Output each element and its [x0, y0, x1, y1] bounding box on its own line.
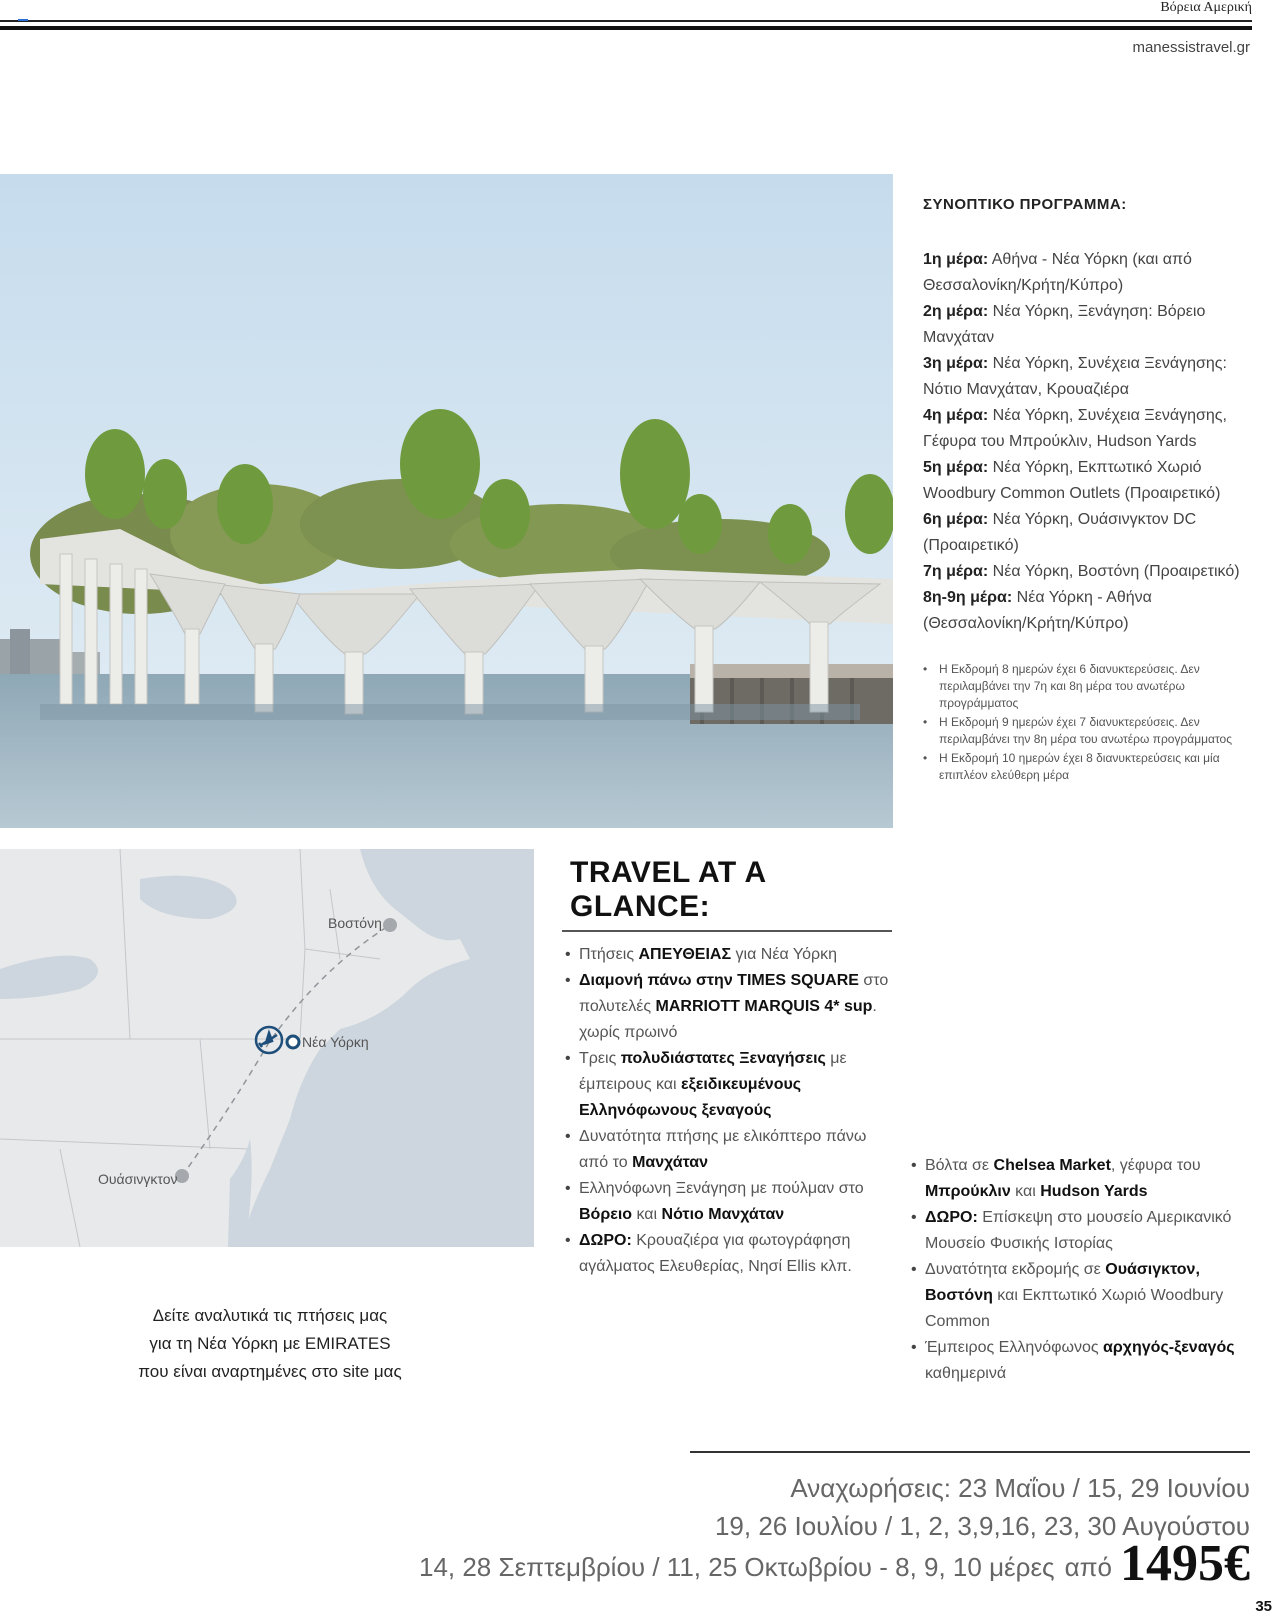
map-label-newyork: Νέα Υόρκη: [302, 1034, 369, 1050]
glance-item-highlight: Hudson Yards: [1040, 1183, 1148, 1200]
program-day-label: 1η μέρα:: [923, 251, 989, 268]
program-day-label: 2η μέρα:: [923, 303, 989, 320]
program-title: ΣΥΝΟΠΤΙΚΟ ΠΡΟΓΡΑΜΜΑ:: [923, 196, 1127, 213]
program-day-text: Νέα Υόρκη - Αθήνα (Θεσσαλονίκη/Κρήτη/Κύπρο): [923, 589, 1152, 632]
site-url[interactable]: manessistravel.gr: [1132, 39, 1250, 56]
departures-line-3-text: 14, 28 Σεπτεμβρίου / 11, 25 Οκτωβρίου - 8, 9, 10 μέρες: [418, 1552, 1055, 1582]
departures-line-2: 19, 26 Ιουλίου / 1, 2, 3,9,16, 23, 30 Αυγούστου: [714, 1511, 1250, 1541]
travel-at-a-glance: [562, 856, 892, 1280]
section-title: Βόρεια Αμερική: [1160, 0, 1252, 15]
glance-item-highlight: αρχηγός-ξεναγός: [1103, 1339, 1235, 1356]
program-day: [923, 299, 1243, 351]
travel-at-a-glance-continued: [908, 1143, 1238, 1387]
glance-item-text: Τρεις: [579, 1050, 621, 1067]
glance-item-text: Δυνατότητα πτήσης με ελικόπτερο πάνω από το: [579, 1128, 867, 1171]
program-day-text: Νέα Υόρκη, Συνέχεια Ξενάγησης: Νότιο Μανχάταν, Κρουαζιέρα: [923, 355, 1227, 398]
glance-item: [908, 1205, 1238, 1257]
emirates-note: [100, 1302, 440, 1386]
program-day-label: 8η-9η μέρα:: [923, 589, 1013, 606]
program-day-text: Νέα Υόρκη, Συνέχεια Ξενάγησης, Γέφυρα του Μπρούκλιν, Hudson Yards: [923, 407, 1227, 450]
glance-item: [908, 1257, 1238, 1335]
program-day-text: Νέα Υόρκη, Ξενάγηση: Βόρειο Μανχάταν: [923, 303, 1206, 346]
glance-item-highlight: Ουάσιγκτον, Βοστόνη: [925, 1261, 1200, 1304]
map-label-boston: Βοστόνη: [328, 915, 382, 931]
glance-item-text: Δυνατότητα εκδρομής σε: [925, 1261, 1106, 1278]
glance-item-text: Ελληνόφωνη Ξενάγηση με πούλμαν στο: [579, 1180, 864, 1197]
glance-list: [562, 942, 892, 1280]
program-day: [923, 559, 1243, 585]
glance-item-text: με έμπειρους και: [579, 1050, 847, 1093]
program-day-label: 6η μέρα:: [923, 511, 989, 528]
glance-list-2: [908, 1153, 1238, 1387]
program-day-text: Αθήνα - Νέα Υόρκη (και από Θεσσαλονίκη/Κρήτη/Κύπρο): [923, 251, 1192, 294]
glance-item-highlight: ΑΠΕΥΘΕΙΑΣ: [638, 946, 732, 963]
glance-item-text: . χωρίς πρωινό: [579, 998, 877, 1041]
emirates-line-1: Δείτε αναλυτικά τις πτήσεις μας: [152, 1306, 388, 1325]
program-day: [923, 351, 1243, 403]
glance-item-text: , γέφυρα του: [1110, 1157, 1201, 1174]
synoptic-program: [923, 196, 1243, 800]
header-accent-mark: [18, 19, 28, 21]
price: 1495€: [1120, 1535, 1250, 1592]
departures-line-3: [350, 1535, 1250, 1592]
glance-item-text: για Νέα Υόρκη: [731, 946, 837, 963]
program-day-label: 5η μέρα:: [923, 459, 989, 476]
newyork-dot: [287, 1036, 299, 1048]
header-rule-thin: [0, 20, 1252, 22]
program-notes: [923, 661, 1243, 784]
glance-item-text: καθημερινά: [925, 1365, 1007, 1382]
program-day: [923, 247, 1243, 299]
program-day-label: 4η μέρα:: [923, 407, 989, 424]
program-day: [923, 507, 1243, 559]
glance-item-text: Πτήσεις: [579, 946, 639, 963]
glance-item-highlight: εξειδικευμένους Ελληνόφωνους ξεναγούς: [579, 1076, 802, 1119]
glance-item-text: Έμπειρος Ελληνόφωνος: [925, 1339, 1104, 1356]
program-note: • Η Εκδρομή 10 ημερών έχει 8 διανυκτερεύσεις και μία επιπλέον ελεύθερη μέρα: [923, 750, 1243, 784]
emirates-line-3: που είναι αναρτημένες στο site μας: [138, 1362, 402, 1381]
glance-item-text: στο πολυτελές: [579, 972, 889, 1015]
glance-item: [562, 1176, 892, 1228]
glance-item-highlight: Διαμονή πάνω στην TIMES SQUARE: [579, 972, 859, 989]
departures: [350, 1469, 1250, 1592]
glance-item-highlight: ΔΩΡΟ:: [925, 1209, 978, 1226]
glance-item: [562, 968, 892, 1046]
departures-rule: [690, 1451, 1250, 1453]
map-label-washington: Ουάσινγκτον: [98, 1171, 178, 1187]
glance-item-text: Κρουαζιέρα για φωτογράφηση αγάλματος Ελευθερίας, Νησί Ellis κλπ.: [579, 1232, 852, 1275]
glance-item: [562, 942, 892, 968]
glance-title: TRAVEL AT A GLANCE:: [562, 856, 892, 932]
glance-item-highlight: Chelsea Market: [993, 1157, 1111, 1174]
glance-item-text: και: [1010, 1183, 1041, 1200]
route-map: [0, 849, 534, 1247]
program-day: [923, 403, 1243, 455]
glance-item-text: Βόλτα σε: [925, 1157, 994, 1174]
glance-item-highlight: Βόρειο: [579, 1206, 633, 1223]
program-day-label: 7η μέρα:: [923, 563, 989, 580]
header-rule-thick: [0, 26, 1252, 30]
glance-item-highlight: MARRIOTT MARQUIS 4* sup: [655, 998, 873, 1015]
program-day-text: Νέα Υόρκη, Ουάσινγκτον DC (Προαιρετικό): [923, 511, 1197, 554]
glance-item-highlight: Μπρούκλιν: [925, 1183, 1011, 1200]
glance-item: [908, 1153, 1238, 1205]
boston-dot: [383, 918, 397, 932]
glance-item: [562, 1228, 892, 1280]
glance-item: [562, 1046, 892, 1124]
program-note: • Η Εκδρομή 8 ημερών έχει 6 διανυκτερεύσεις. Δεν περιλαμβάνει την 7η και 8η μέρα του ανωτέρω προγράμματος: [923, 661, 1243, 712]
glance-item-highlight: ΔΩΡΟ:: [579, 1232, 632, 1249]
program-day-label: 3η μέρα:: [923, 355, 989, 372]
little-island-photo: [0, 174, 893, 828]
program-day: [923, 585, 1243, 637]
glance-item-text: και Εκπτωτικό Χωριό Woodbury Common: [925, 1287, 1224, 1330]
glance-item-highlight: πολυδιάστατες Ξεναγήσεις: [620, 1050, 826, 1067]
glance-item: [562, 1124, 892, 1176]
emirates-line-2: για τη Νέα Υόρκη με EMIRATES: [149, 1334, 391, 1353]
glance-item-text: και: [632, 1206, 662, 1223]
price-from: από: [1064, 1552, 1112, 1582]
program-note: • Η Εκδρομή 9 ημερών έχει 7 διανυκτερεύσεις. Δεν περιλαμβάνει την 8η μέρα του ανωτέρω προγράμματος: [923, 714, 1243, 748]
program-day-text: Νέα Υόρκη, Εκπτωτικό Χωριό Woodbury Common Outlets (Προαιρετικό): [923, 459, 1221, 502]
departures-line-1: Αναχωρήσεις: 23 Μαΐου / 15, 29 Ιουνίου: [790, 1473, 1250, 1503]
program-days: [923, 247, 1243, 637]
glance-item-highlight: Μανχάταν: [632, 1154, 709, 1171]
program-day: [923, 455, 1243, 507]
glance-item: [908, 1335, 1238, 1387]
page-number: 35: [1255, 1598, 1272, 1615]
program-day-text: Νέα Υόρκη, Βοστόνη (Προαιρετικό): [988, 563, 1240, 580]
glance-item-highlight: Νότιο Μανχάταν: [661, 1206, 785, 1223]
glance-item-text: Επίσκεψη στο μουσείο Αμερικανικό Μουσείο Φυσικής Ιστορίας: [925, 1209, 1232, 1252]
